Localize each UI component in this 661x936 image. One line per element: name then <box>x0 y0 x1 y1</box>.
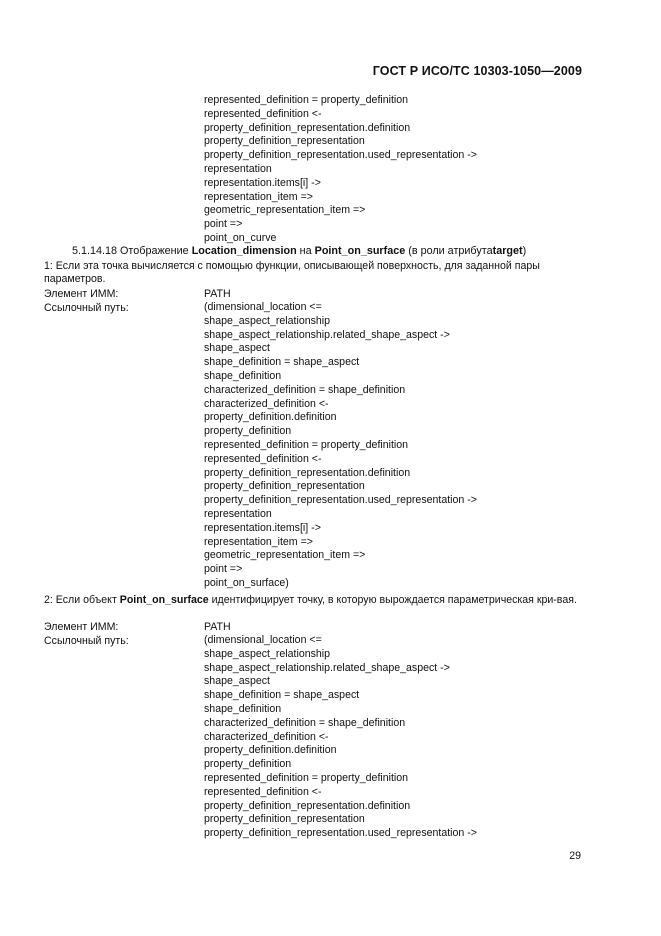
path-line: representation <box>204 162 272 175</box>
path-line: represented_definition = property_definition <box>204 94 409 106</box>
section-text: Отображение <box>120 245 189 257</box>
path-line: property_definition.definition <box>204 744 337 757</box>
path-line: representation_item => <box>204 535 313 548</box>
path-line: property_definition_representation.used_representation -> <box>204 494 477 507</box>
path-line: shape_definition = shape_aspect <box>204 689 360 702</box>
path-line: characterized_definition <- <box>204 397 329 410</box>
case1-element-label: Элемент ИММ: <box>44 288 119 300</box>
path-line: point => <box>204 563 243 576</box>
path-line: property_definition_representation.used_representation -> <box>204 149 477 162</box>
case2-reference-path <box>204 634 477 841</box>
path-line: property_definition_representation <box>204 480 365 493</box>
path-line: represented_definition <- <box>204 785 322 798</box>
path-line: geometric_representation_item => <box>204 204 366 217</box>
section-text-close: ) <box>522 245 527 257</box>
case2-element-label: Элемент ИММ: <box>44 621 119 633</box>
path-line: representation_item => <box>204 190 313 203</box>
case2-note-entity: Point_on_surface <box>119 594 209 606</box>
section-attribute: target <box>492 245 523 257</box>
section-number: 5.1.14.18 <box>72 245 118 257</box>
path-line: represented_definition <- <box>204 107 322 120</box>
path-line: shape_aspect_relationship.related_shape_aspect -> <box>204 328 450 341</box>
case2-element-value: PATH <box>204 621 231 633</box>
case1-ref-label: Ссылочный путь: <box>44 302 129 314</box>
path-line: point_on_surface) <box>204 576 289 589</box>
section-target-entity: Point_on_surface <box>314 245 406 257</box>
path-line: property_definition <box>204 425 292 438</box>
path-line: shape_aspect <box>204 675 270 688</box>
case2-note <box>44 594 584 607</box>
document-header: ГОСТ Р ИСО/ТС 10303-1050—2009 <box>372 64 582 78</box>
section-heading <box>72 245 526 257</box>
path-line: property_definition_representation <box>204 135 365 148</box>
case1-note: 1: Если эта точка вычисляется с помощью функции, описывающей поверхность, для заданной пары параметров. <box>44 260 540 286</box>
path-line: point => <box>204 218 243 231</box>
path-line: shape_aspect_relationship <box>204 647 331 660</box>
case2-note-start: 2: Если объект <box>44 594 117 606</box>
path-line: (dimensional_location <= <box>204 634 322 646</box>
path-line: point_on_curve <box>204 231 277 244</box>
path-line: property_definition <box>204 758 292 771</box>
path-line: geometric_representation_item => <box>204 549 366 562</box>
path-line: property_definition_representation.definition <box>204 799 411 812</box>
path-line: property_definition.definition <box>204 411 337 424</box>
path-line: shape_aspect <box>204 342 270 355</box>
case1-reference-path <box>204 301 477 591</box>
section-entity: Location_dimension <box>191 245 297 257</box>
path-line: represented_definition <- <box>204 452 322 465</box>
path-line: shape_definition <box>204 702 282 715</box>
path-line: representation.items[i] -> <box>204 176 321 189</box>
reference-path-continuation <box>204 94 477 246</box>
path-line: characterized_definition <- <box>204 730 329 743</box>
case1-element-value: PATH <box>204 288 231 300</box>
case2-ref-label: Ссылочный путь: <box>44 635 129 647</box>
path-line: shape_aspect_relationship.related_shape_aspect -> <box>204 661 450 674</box>
path-line: shape_aspect_relationship <box>204 314 331 327</box>
section-text-on: на <box>299 245 312 257</box>
path-line: represented_definition = property_definition <box>204 771 409 784</box>
page-number: 29 <box>569 850 581 862</box>
path-line: representation.items[i] -> <box>204 521 321 534</box>
path-line: characterized_definition = shape_definition <box>204 716 406 729</box>
path-line: (dimensional_location <= <box>204 301 322 313</box>
path-line: representation <box>204 507 272 520</box>
path-line: property_definition_representation <box>204 813 365 826</box>
path-line: shape_definition <box>204 369 282 382</box>
path-line: characterized_definition = shape_definition <box>204 383 406 396</box>
path-line: represented_definition = property_definition <box>204 438 409 451</box>
section-text-role: (в роли атрибута <box>408 245 493 257</box>
path-line: property_definition_representation.definition <box>204 121 411 134</box>
path-line: property_definition_representation.used_representation -> <box>204 827 477 840</box>
path-line: property_definition_representation.definition <box>204 466 411 479</box>
case2-note-end: идентифицирует точку, в которую вырождается параметрическая кри-вая. <box>211 594 577 606</box>
path-line: shape_definition = shape_aspect <box>204 356 360 369</box>
